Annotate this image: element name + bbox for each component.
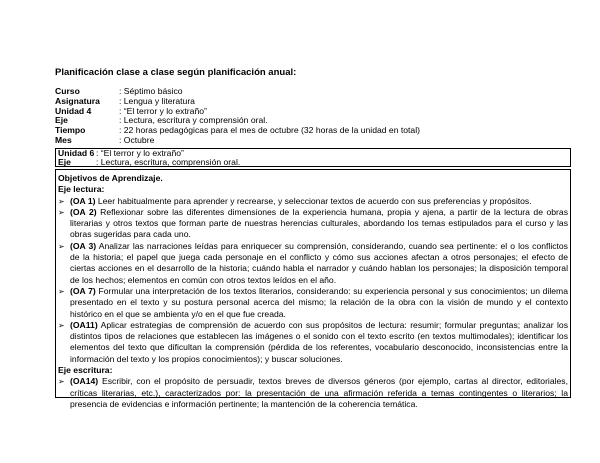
arrow-bullet-icon: ➢: [58, 241, 65, 251]
axis-row: [58, 158, 568, 167]
list-item: [58, 196, 568, 207]
oa-code: (OA14): [70, 376, 99, 387]
arrow-bullet-icon: ➢: [58, 196, 65, 206]
info-value: : 22 horas pedagógicas para el mes de octubre (32 horas de la unidad en total): [119, 125, 420, 136]
objectives-heading: Objetivos de Aprendizaje.: [58, 173, 163, 183]
list-item: [58, 241, 568, 286]
course-info: [55, 87, 420, 146]
list-item: [58, 320, 568, 365]
oa-text: Analizar las narraciones leídas para enriquecer su comprensión, considerando, cuando sea pertinente: el o los conflictos de la historia; el papel que juega cada personaje en el conflicto y cómo sus acciones afectan a otros personajes; el efecto de ciertas acciones en el desarrollo de la historia; cuándo habla el narrador y cuándo hablan los personajes; la disposición temporal de los hechos; elementos en común con otros textos leídos en el año.: [70, 240, 568, 285]
list-item: [58, 207, 568, 241]
unit-value: : “El terror y lo extraño”: [96, 148, 184, 158]
oa-text: Reflexionar sobre las diferentes dimensiones de la experiencia humana, propia y ajena, a partir de la lectura de obras literarias y otros textos que forman parte de nuestras herencias culturales, abordando los temas estipulados para el curso y las obras sugeridas para cada uno.: [70, 206, 568, 240]
info-label: Mes: [55, 134, 72, 145]
axis-label: Eje: [58, 157, 71, 168]
info-value: : Octubre: [119, 134, 155, 145]
info-label: Eje: [55, 115, 68, 126]
info-row-mes: [55, 136, 420, 146]
unit-box: [55, 148, 571, 167]
page-title: Planificación clase a clase según planificación anual:: [55, 67, 297, 78]
objectives-box: [55, 169, 571, 409]
info-row-curso: [55, 87, 420, 97]
oa-code: (OA 3): [70, 240, 97, 251]
info-row-tiempo: [55, 126, 420, 136]
info-label: Curso: [55, 86, 80, 96]
arrow-bullet-icon: ➢: [58, 286, 65, 296]
oa-text: Formular una interpretación de los textos literarios, considerando: su experiencia personal y sus conocimientos; un dilema presentado en el texto y su postura personal acerca del mismo; la relación de la obra con la visión de mundo y el contexto histórico en el que se ambienta y/o en el que fue creada.: [70, 285, 568, 319]
list-item: [58, 286, 568, 320]
oa-code: (OA 2): [70, 206, 97, 217]
unit-label: Unidad 6: [58, 148, 95, 158]
oa-text: Aplicar estrategias de comprensión de acuerdo con sus propósitos de lectura: resumir; formular preguntas; analizar los distintos tipos de relaciones que establecen las imágenes o el sonido con el texto escrito (en textos multimodales); identificar los elementos del texto que dificultan la comprensión (pérdida de los referentes, vocabulario desconocido, inconsistencias entre la información del texto y los propios conocimientos); y buscar soluciones.: [70, 319, 568, 364]
oa-code: (OA 7): [70, 285, 96, 296]
info-label: Tiempo: [55, 125, 86, 136]
info-value: : Séptimo básico: [119, 86, 183, 96]
arrow-bullet-icon: ➢: [58, 207, 65, 217]
info-value: : Lectura, escritura y comprensión oral.: [119, 115, 268, 126]
list-item: [58, 376, 568, 410]
arrow-bullet-icon: ➢: [58, 377, 65, 387]
eje-escritura-heading: Eje escritura:: [58, 365, 113, 376]
info-value: : “El terror y lo extraño”: [119, 105, 207, 116]
info-label: Asignatura: [55, 95, 100, 106]
axis-value: : Lectura, escritura, comprensión oral.: [96, 157, 241, 168]
info-value: : Lengua y literatura: [119, 95, 195, 106]
oa-code: (OA11): [70, 319, 98, 330]
arrow-bullet-icon: ➢: [58, 320, 65, 330]
info-label: Unidad 4: [55, 105, 92, 116]
oa-text: Escribir, con el propósito de persuadir, textos breves de diversos géneros (por ejemplo, cartas al director, editoriales, críticas literarias, etc.), caracterizados por: la presentación de una afirmación referida a temas contingentes o literarios; la presencia de evidencias e información pertinente; la mantención de la coherencia temática.: [70, 376, 568, 409]
eje-lectura-heading: Eje lectura:: [58, 184, 105, 195]
info-row-asignatura: [55, 97, 420, 107]
oa-code: (OA 1): [70, 195, 96, 206]
oa-text: Leer habitualmente para aprender y recrearse, y seleccionar textos de acuerdo con sus preferencias y propósitos.: [95, 195, 532, 206]
